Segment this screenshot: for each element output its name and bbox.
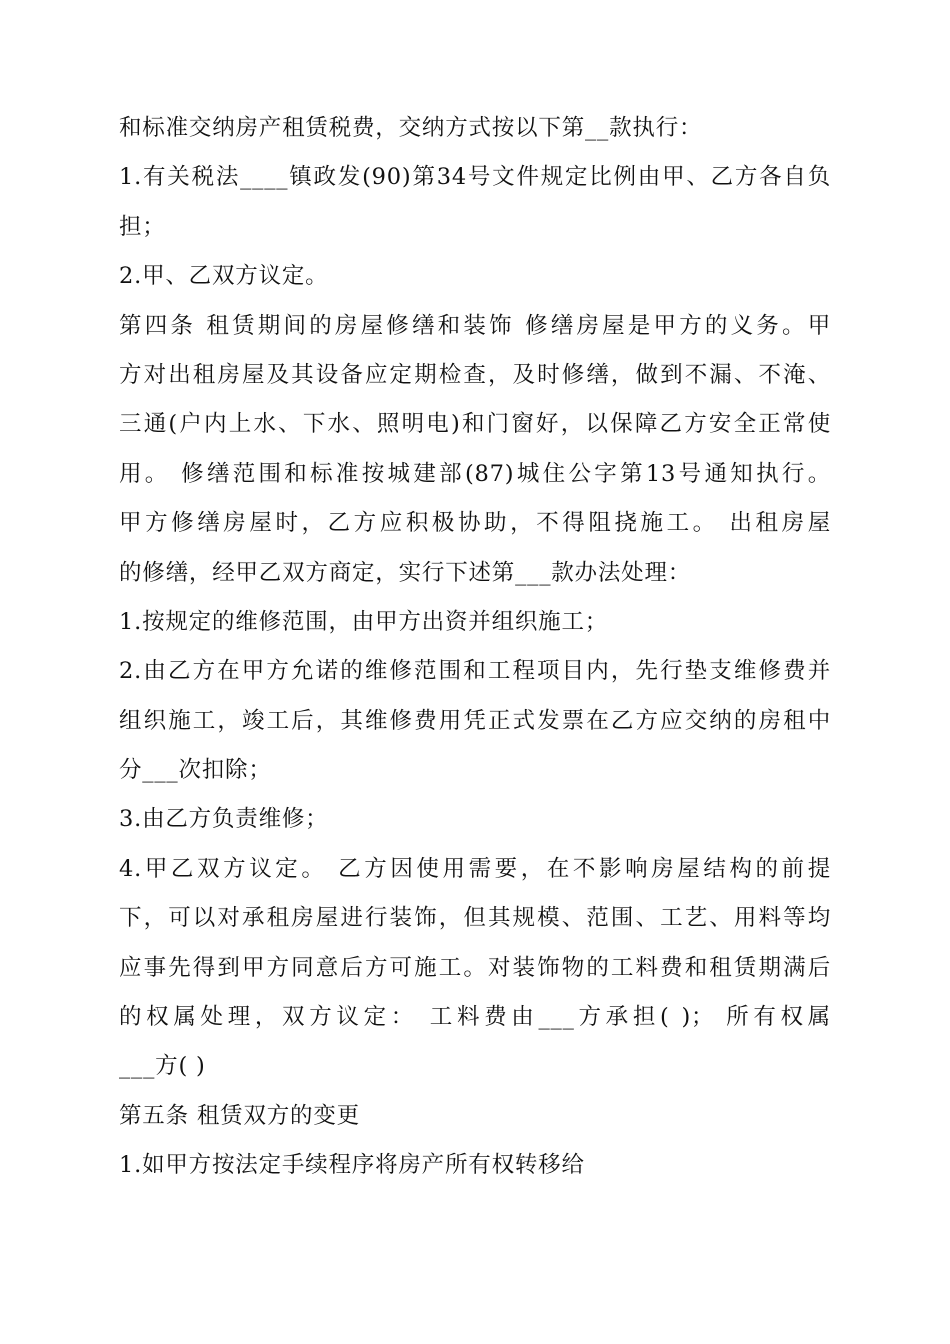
text-line: 应事先得到甲方同意后方可施工。对装饰物的工料费和租赁期满后 — [119, 954, 831, 981]
text-line: 下，可以对承租房屋进行装饰，但其规模、范围、工艺、用料等均 — [119, 905, 831, 932]
text-line: 和标准交纳房产租赁税费，交纳方式按以下第__款执行： — [119, 115, 703, 141]
text-line: 甲方修缮房屋时，乙方应积极协助，不得阻挠施工。 出租房屋 — [119, 510, 831, 537]
text-line: 的修缮，经甲乙双方商定，实行下述第___款办法处理： — [119, 559, 692, 586]
text-line: 1.如甲方按法定手续程序将房产所有权转移给 — [119, 1152, 585, 1179]
text-line: 1.有关税法____镇政发(90)第34号文件规定比例由甲、乙方各自负 — [119, 164, 831, 191]
text-line: 分___次扣除； — [119, 757, 272, 784]
text-line: 担； — [119, 213, 166, 240]
text-line: 用。 修缮范围和标准按城建部(87)城住公字第13号通知执行。 — [119, 460, 831, 487]
text-line: ___方( ) — [119, 1053, 206, 1080]
text-line: 的权属处理，双方议定： 工料费由___方承担( )； 所有权属 — [119, 1004, 831, 1031]
text-line: 方对出租房屋及其设备应定期检查，及时修缮，做到不漏、不淹、 — [119, 361, 831, 388]
text-line: 2.由乙方在甲方允诺的维修范围和工程项目内，先行垫支维修费并 — [119, 658, 831, 685]
section-heading-line: 第五条 租赁双方的变更 — [119, 1102, 360, 1129]
text-line: 2.甲、乙双方议定。 — [119, 263, 329, 290]
text-line: 4.甲乙双方议定。 乙方因使用需要，在不影响房屋结构的前提 — [119, 855, 831, 882]
text-line: 三通(户内上水、下水、照明电)和门窗好，以保障乙方安全正常使 — [119, 411, 831, 438]
section-heading-line: 第四条 租赁期间的房屋修缮和装饰 修缮房屋是甲方的义务。甲 — [119, 312, 831, 339]
text-line: 组织施工，竣工后，其维修费用凭正式发票在乙方应交纳的房租中 — [119, 707, 831, 734]
text-line: 3.由乙方负责维修； — [119, 806, 329, 833]
document-page — [119, 104, 831, 1191]
text-line: 1.按规定的维修范围，由甲方出资并组织施工； — [119, 608, 609, 635]
